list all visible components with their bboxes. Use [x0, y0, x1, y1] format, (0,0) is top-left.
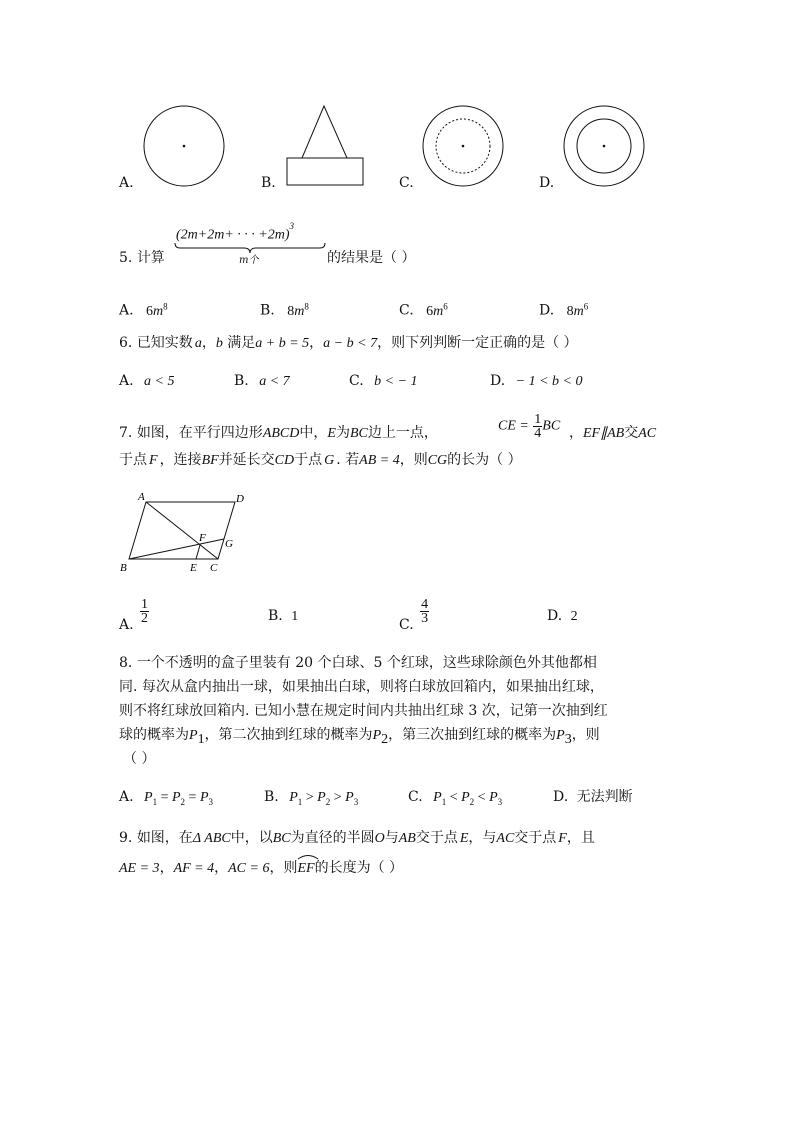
q9-o: O: [374, 831, 385, 846]
q8-line3: 则不将红球放回箱内. 已知小慧在规定时间内共抽出红球 3 次，记第一次抽到红: [119, 703, 608, 719]
q5-stem: [119, 249, 165, 267]
q6-stem: [119, 334, 578, 353]
q9-line1-e: 交于点: [415, 830, 458, 846]
q7-option-b-label: B.: [268, 608, 283, 624]
q8-line4-d: ，则: [571, 727, 600, 743]
q7-ab4: AB = 4: [359, 453, 400, 468]
q7-option-c-num: 4: [421, 597, 429, 612]
q5-number: 5.: [119, 250, 133, 266]
q7-cg: CG: [427, 453, 448, 468]
q6-option-c-label: C.: [349, 373, 364, 389]
q8-p1: P: [189, 728, 198, 743]
q8-number: 8.: [119, 655, 133, 671]
q6-option-b: [234, 372, 290, 391]
q8-option-b-expr: $P_1 > P_2 > P_3$: [289, 790, 359, 807]
q7-option-a: [119, 597, 149, 633]
q7-option-a-num: 1: [141, 597, 149, 612]
q8-option-b: [264, 788, 358, 811]
q7-bc2: BC: [542, 418, 561, 434]
q8-option-c: [408, 788, 502, 811]
q7-ce-eq: CE =: [498, 418, 529, 434]
q7-line1-d: 边上一点，: [367, 425, 438, 441]
q8-option-b-label: B.: [264, 789, 279, 805]
q6-var-b: b: [215, 336, 223, 351]
q6-comma-2: ，: [309, 335, 324, 351]
q8-line1: [119, 654, 597, 672]
q8-option-d-text: 无法判断: [576, 789, 633, 805]
q7-line2-e: . 若: [336, 452, 360, 468]
q8-option-d: [553, 788, 633, 806]
q9-line1: [119, 829, 595, 848]
q5-exponent: 3: [289, 221, 294, 231]
q9-ef: EF: [297, 861, 315, 876]
q5-option-b-label: B.: [260, 302, 275, 319]
q6-option-d-expr: − 1 < b < 0: [515, 374, 583, 389]
q5-option-b-exp: 8: [304, 301, 309, 311]
q4-option-d-label: D.: [539, 175, 555, 191]
q9-f: F: [558, 831, 567, 846]
q7-label-g: G: [225, 538, 233, 550]
q5-option-c-exp: 6: [443, 301, 448, 311]
q7-bf: BF: [201, 453, 219, 468]
q9-af: AF = 4: [173, 861, 215, 876]
q7-e: E: [327, 426, 336, 441]
q7-line1-a: 如图，在平行四边形: [136, 425, 263, 441]
q7-option-a-label: A.: [119, 616, 134, 633]
q8-option-a: [119, 788, 213, 811]
q8-p3-sub: 3: [564, 731, 572, 747]
q7-number: 7.: [119, 425, 133, 441]
q4-option-a-label: A.: [119, 175, 134, 191]
q9-bc: BC: [272, 831, 291, 846]
q7-ef-ab: EF∥AB: [583, 426, 625, 441]
q8-option-a-label: A.: [119, 789, 134, 805]
q9-line1-b: 中，以: [230, 830, 273, 846]
q5-option-c-label: C.: [399, 302, 414, 319]
q7-option-c: [399, 597, 429, 633]
q8-option-c-expr: $P_1 < P_2 < P_3$: [433, 790, 503, 807]
q9-line1-c: 为直径的半圆: [290, 830, 375, 846]
q7-label-d: D: [236, 493, 244, 505]
q5-option-c-coef: 6: [426, 303, 434, 319]
q9-line2-a: ，则: [269, 860, 298, 876]
q6-cond1: a + b = 5: [255, 336, 310, 351]
q6-text1: 已知实数: [136, 335, 193, 351]
q9-line1-g: 交于点: [514, 830, 557, 846]
q7-fraction: [533, 413, 542, 440]
q7-line1-tail: [569, 424, 656, 443]
q9-sep-2: ，: [214, 860, 229, 876]
q4-option-b-label: B.: [261, 175, 276, 191]
q5-option-b: [260, 297, 309, 321]
q7-label-f: F: [199, 532, 206, 544]
q9-number: 9.: [119, 830, 133, 846]
q8-line4: [119, 726, 600, 749]
q6-cond2: a − b < 7: [323, 336, 378, 351]
q7-option-c-label: C.: [399, 616, 414, 633]
q8-line4-b: ，第二次抽到红球的概率为: [204, 727, 373, 743]
q5-suffix: 的结果是（ ）: [327, 250, 416, 266]
q6-option-a-expr: a < 5: [144, 374, 175, 389]
q9-arc-ef: [297, 859, 314, 878]
q5-option-d: [539, 297, 588, 321]
q9-line2: [119, 859, 403, 878]
q4-option-c-label: C.: [399, 175, 414, 191]
q7-line-bg: [129, 539, 224, 559]
q8-option-b-op1: >: [305, 790, 314, 805]
q9-ac: AC: [496, 831, 515, 846]
q5-option-d-exp: 6: [583, 301, 589, 311]
q5-option-a-coef: 6: [146, 303, 154, 319]
q8-p2: P: [372, 728, 382, 743]
q5-under-label: m个: [239, 255, 259, 266]
q7-line1-c: 为: [335, 425, 350, 441]
q5-option-a-label: A.: [119, 302, 134, 319]
q9-line1-d: 与: [384, 830, 399, 846]
q6-option-a: [119, 372, 174, 391]
q7-abcd: ABCD: [262, 426, 300, 441]
q8-line2: 同. 每次从盒内抽出一球，如果抽出白球，则将白球放回箱内，如果抽出红球，: [119, 679, 604, 695]
q5-expression: [176, 221, 294, 244]
q6-option-c-expr: b < − 1: [374, 374, 418, 389]
q7-line-ac: [146, 502, 218, 559]
q8-option-a-op2: =: [188, 790, 197, 805]
q7-option-a-fraction: [140, 598, 149, 625]
q4-d-center-dot: [603, 145, 606, 148]
q7-ac: AC: [638, 426, 657, 441]
q6-text3: ，则下列判断一定正确的是（ ）: [377, 335, 578, 351]
q5-option-b-var: m: [294, 303, 305, 319]
q8-line4-c: ，第三次抽到红球的概率为: [388, 727, 557, 743]
q7-line2-a: 于点: [119, 452, 147, 468]
q6-option-c: [349, 372, 418, 391]
q4-a-center-dot: [183, 145, 186, 148]
q8-line5: （ ）: [123, 751, 156, 767]
q9-line1-a: 如图，在: [136, 830, 193, 846]
q7-option-d-value: 2: [570, 609, 578, 624]
q7-label-a: A: [138, 491, 145, 503]
q8-line1-text: 一个不透明的盒子里装有 20 个白球、5 个红球，这些球除颜色外其他都相: [136, 655, 597, 671]
q7-option-c-fraction: [420, 598, 429, 625]
q5-option-d-label: D.: [539, 302, 555, 319]
q7-frac-den: 4: [534, 426, 542, 441]
q8-p2-sub: 2: [381, 731, 389, 747]
q9-line1-f: ，与: [468, 830, 497, 846]
q8-option-c-op2: <: [477, 790, 486, 805]
q7-option-a-den: 2: [141, 611, 149, 626]
q5-option-d-var: m: [573, 303, 584, 319]
q7-line-ef: [196, 545, 200, 559]
q6-option-d-label: D.: [490, 373, 506, 389]
q8-p1-sub: 1: [197, 731, 205, 747]
q9-ae: AE = 3: [119, 861, 160, 876]
q7-line2-d: 于点: [294, 452, 323, 468]
q8-p3: P: [556, 728, 565, 743]
q8-option-b-op2: >: [333, 790, 342, 805]
q4-b-rectangle: [287, 158, 363, 185]
q7-option-b: [268, 607, 298, 626]
q7-label-e: E: [190, 562, 197, 574]
q4-b-triangle: [302, 106, 347, 158]
q7-line2-c: 并延长交: [218, 452, 275, 468]
q7-bc: BC: [349, 426, 368, 441]
q9-arc-symbol: [297, 854, 319, 860]
q7-label-b: B: [120, 562, 127, 574]
q6-option-d: [490, 372, 582, 391]
q7-line2-b: ，连接: [159, 452, 202, 468]
q8-option-a-expr: $P_1 = P_2 = P_3$: [144, 790, 214, 807]
q7-ce-expression: [498, 413, 560, 440]
q7-f: F: [149, 453, 158, 468]
q6-var-a: a: [194, 336, 202, 351]
q5-option-b-coef: 8: [287, 303, 295, 319]
q5-option-a-var: m: [153, 303, 164, 319]
q7-line2-g: 的长为（ ）: [447, 452, 522, 468]
q7-option-b-value: 1: [291, 609, 299, 624]
q4-c-center-dot: [462, 145, 465, 148]
q6-option-b-expr: a < 7: [259, 374, 290, 389]
q5-option-c-var: m: [433, 303, 444, 319]
q8-option-c-op1: <: [449, 790, 458, 805]
q5-option-c: [399, 297, 448, 321]
q7-line2-f: ，则: [399, 452, 428, 468]
q8-option-d-label: D.: [553, 789, 569, 805]
q7-line1-b: 中，: [299, 425, 328, 441]
q8-line4-a: 球的概率为: [119, 727, 189, 743]
q6-option-b-label: B.: [234, 373, 249, 389]
q9-line1-h: ，且: [566, 830, 595, 846]
q5-option-d-coef: 8: [566, 303, 574, 319]
q7-line2: [119, 451, 522, 470]
q7-line1: [119, 424, 438, 443]
q9-sep-1: ，: [159, 860, 174, 876]
q9-ab: AB: [398, 831, 416, 846]
q8-option-c-label: C.: [408, 789, 423, 805]
q7-g: G: [324, 453, 335, 468]
q7-frac-num: 1: [534, 412, 542, 427]
q9-line2-b: 的长度为（ ）: [314, 860, 404, 876]
q9-ac6: AC = 6: [228, 861, 270, 876]
q5-expr-inner: (2m+2m+ · · · +2m): [176, 227, 290, 243]
q5-option-a: [119, 297, 168, 321]
q9-triangle: Δ ABC: [192, 831, 231, 846]
q8-option-a-op1: =: [160, 790, 169, 805]
q6-comma: ，: [201, 335, 216, 351]
q7-label-c: C: [210, 562, 218, 574]
q7-cd: CD: [274, 453, 295, 468]
q5-prefix: 计算: [136, 250, 165, 266]
q6-option-a-label: A.: [119, 373, 134, 389]
q6-text2: 满足: [227, 335, 256, 351]
q5-option-a-exp: 8: [163, 301, 168, 311]
q6-number: 6.: [119, 335, 133, 351]
q7-option-d-label: D.: [547, 608, 563, 624]
q9-e: E: [459, 831, 469, 846]
q7-line1-e: ，: [569, 425, 583, 441]
q7-option-c-den: 3: [421, 611, 429, 626]
q7-option-d: [547, 607, 578, 626]
q7-line1-f: 交: [624, 425, 639, 441]
q7-parallelogram-figure: [112, 488, 262, 578]
